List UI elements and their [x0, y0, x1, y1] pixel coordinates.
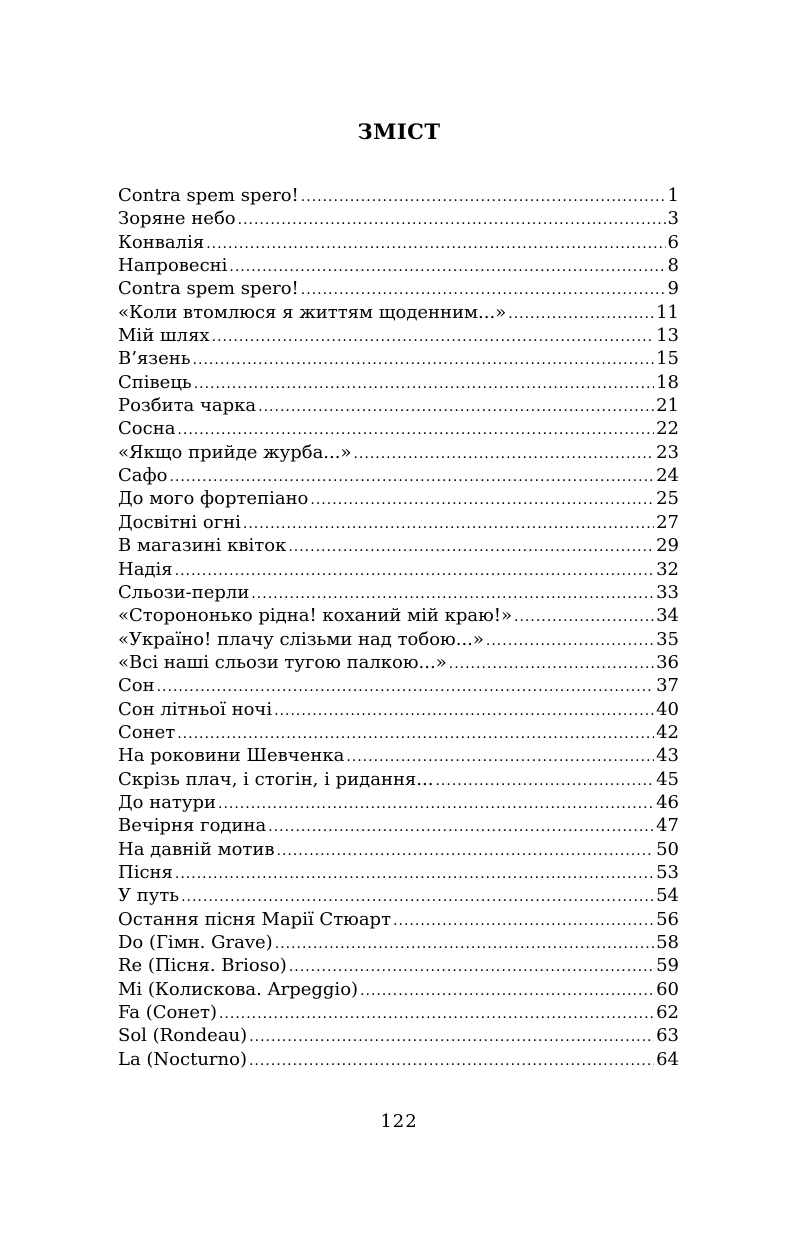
toc-entry-title: Розбита чарка: [118, 395, 257, 417]
toc-entry-title: На роковини Шевченка: [118, 745, 345, 767]
toc-entry-page: 35: [656, 628, 679, 650]
toc-entry-page: 54: [656, 885, 679, 907]
toc-leader-dots: [275, 933, 654, 956]
toc-entry: [118, 884, 679, 907]
toc-leader-dots: [249, 1026, 654, 1049]
toc-entry: [118, 207, 679, 230]
toc-leader-dots: [274, 700, 654, 723]
toc-entry: [118, 1024, 679, 1047]
toc-entry-page: 45: [656, 768, 679, 790]
toc-leader-dots: [181, 886, 654, 909]
toc-entry: [118, 814, 679, 837]
toc-entry-title: «Сторононько рідна! коханий мій краю!»: [118, 605, 513, 627]
toc-entry-title: Досвітні огні: [118, 511, 241, 533]
toc-leader-dots: [288, 536, 654, 559]
toc-entry: [118, 371, 679, 394]
toc-leader-dots: [310, 489, 654, 512]
toc-entry: [118, 744, 679, 767]
toc-leader-dots: [486, 630, 654, 653]
toc-leader-dots: [193, 349, 655, 372]
toc-entry: [118, 417, 679, 440]
toc-entry: [118, 184, 679, 207]
toc-leader-dots: [229, 256, 665, 279]
toc-leader-dots: [177, 419, 654, 442]
toc-entry-title: Сльози-перли: [118, 581, 250, 603]
toc-entry-title: Мій шлях: [118, 325, 210, 347]
toc-entry: [118, 347, 679, 370]
toc-entry-page: 63: [656, 1025, 679, 1047]
toc-entry-page: 1: [667, 185, 679, 206]
toc-leader-dots: [449, 653, 654, 676]
toc-entry-title: Сонет: [118, 721, 176, 743]
toc-entry-page: 36: [656, 651, 679, 673]
toc-entry: [118, 791, 679, 814]
toc-leader-dots: [435, 770, 654, 793]
toc-entry-page: 29: [656, 535, 679, 557]
toc-entry: [118, 651, 679, 674]
toc-leader-dots: [346, 746, 654, 769]
toc-entry: [118, 698, 679, 721]
toc-entry-page: 46: [656, 791, 679, 813]
toc-entry-page: 9: [667, 278, 679, 300]
toc-entry: [118, 277, 679, 300]
toc-entry-page: 64: [656, 1048, 679, 1070]
toc-entry-page: 24: [656, 465, 679, 487]
toc-entry-page: 18: [656, 371, 679, 393]
toc-entry: [118, 511, 679, 534]
toc-entry-page: 34: [656, 605, 679, 627]
toc-entry: [118, 978, 679, 1001]
toc-entry-title: Сафо: [118, 465, 168, 487]
toc-entry: [118, 301, 679, 324]
toc-entry-title: Надія: [118, 558, 173, 580]
toc-entry-page: 33: [656, 581, 679, 603]
toc-leader-dots: [206, 233, 665, 256]
toc-entry: [118, 558, 679, 581]
toc-entry-page: 22: [656, 418, 679, 440]
toc-entry-title: Вечірня година: [118, 815, 267, 837]
toc-entry-title: Остання пісня Марії Стюарт: [118, 908, 392, 930]
toc-entry: [118, 464, 679, 487]
toc-leader-dots: [508, 303, 654, 326]
toc-entry-title: Сон літньої ночі: [118, 698, 273, 720]
toc-leader-dots: [194, 373, 654, 396]
toc-leader-dots: [249, 1050, 654, 1073]
toc-entry-page: 21: [656, 395, 679, 417]
toc-entry-title: Напровесні: [118, 255, 228, 277]
toc-entry-page: 27: [656, 511, 679, 533]
toc-entry-title: «Коли втомлюся я життям щоденним...»: [118, 301, 507, 323]
toc-entry-page: 8: [667, 255, 679, 277]
toc-leader-dots: [393, 910, 654, 933]
toc-entry-title: Fa (Сонет): [118, 1002, 217, 1024]
toc-entry-title: Конвалія: [118, 231, 205, 253]
toc-leader-dots: [251, 583, 654, 606]
toc-leader-dots: [219, 1003, 654, 1026]
toc-entry-title: Скрізь плач, і стогін, і ридання...: [118, 768, 434, 790]
toc-entry: [118, 768, 679, 791]
toc-entry-page: 58: [656, 932, 679, 953]
toc-entry-title: Сон: [118, 675, 155, 697]
toc-leader-dots: [169, 466, 654, 489]
toc-leader-dots: [218, 793, 654, 816]
toc-entry: [118, 931, 679, 954]
toc-entry: [118, 441, 679, 464]
toc-entry-title: Contra spem spero!: [118, 278, 299, 300]
toc-entry-page: 37: [656, 675, 679, 697]
toc-entry-title: Mi (Колискова. Arpeggio): [118, 978, 359, 1000]
toc-entry-page: 56: [656, 908, 679, 930]
toc-leader-dots: [157, 676, 654, 699]
toc-entry-title: Do (Гімн. Grave): [118, 932, 273, 953]
toc-entry-title: Зоряне небо: [118, 208, 236, 230]
toc-leader-dots: [268, 816, 654, 839]
toc-entry: [118, 674, 679, 697]
page-number: 122: [380, 1111, 418, 1132]
toc-entry-title: Сосна: [118, 418, 176, 440]
toc-leader-dots: [175, 560, 654, 583]
toc-leader-dots: [360, 980, 654, 1003]
toc-leader-dots: [301, 186, 666, 209]
toc-entry-page: 43: [656, 745, 679, 767]
toc-leader-dots: [514, 606, 654, 629]
toc-entry-page: 32: [656, 558, 679, 580]
toc-entry: [118, 394, 679, 417]
toc-entry-title: У путь: [118, 885, 180, 907]
toc-leader-dots: [353, 443, 654, 466]
toc-entry-page: 13: [656, 325, 679, 347]
toc-leader-dots: [289, 956, 654, 979]
toc-entry-title: До мого фортепіано: [118, 488, 309, 510]
toc-entry-title: Contra spem spero!: [118, 185, 299, 206]
toc-entry: [118, 954, 679, 977]
toc-leader-dots: [212, 326, 655, 349]
toc-entry-title: La (Nocturno): [118, 1048, 247, 1070]
toc-entry-title: Пісня: [118, 861, 173, 883]
toc-leader-dots: [277, 840, 655, 863]
toc-entry-page: 25: [656, 488, 679, 510]
toc-entry-page: 23: [656, 441, 679, 463]
toc-entry-title: На давній мотив: [118, 838, 275, 860]
toc-leader-dots: [238, 209, 666, 232]
toc-entry: [118, 838, 679, 861]
toc-entry: [118, 1048, 679, 1071]
toc-entry-page: 53: [656, 861, 679, 883]
toc-entry: [118, 604, 679, 627]
toc-entry: [118, 534, 679, 557]
toc-leader-dots: [177, 723, 654, 746]
toc-entry-title: Sol (Rondeau): [118, 1025, 248, 1047]
toc-entry: [118, 721, 679, 744]
toc-entry-page: 11: [656, 301, 679, 323]
toc-entry: [118, 324, 679, 347]
toc-entry-title: Re (Пісня. Brioso): [118, 955, 287, 977]
toc-entry-page: 47: [656, 815, 679, 837]
toc-entry-title: Співець: [118, 371, 192, 393]
toc-entry: [118, 487, 679, 510]
toc-entry-page: 40: [656, 698, 679, 720]
toc-entry-title: В’язень: [118, 348, 191, 370]
toc-entry: [118, 581, 679, 604]
toc-entry-title: До натури: [118, 791, 216, 813]
toc-entry: [118, 254, 679, 277]
toc-leader-dots: [258, 396, 654, 419]
toc-entry-title: «Всі наші сльози тугою палкою...»: [118, 651, 447, 673]
page-title: ЗМІСТ: [357, 119, 441, 144]
toc-entry: [118, 861, 679, 884]
toc-entry-page: 50: [656, 838, 679, 860]
toc-entry-page: 42: [656, 721, 679, 743]
toc-entry-page: 62: [656, 1002, 679, 1024]
toc-entry-page: 3: [667, 208, 679, 230]
toc-entry-title: В магазині квіток: [118, 535, 287, 557]
toc-entry: [118, 628, 679, 651]
toc-entry-page: 15: [656, 348, 679, 370]
toc-leader-dots: [301, 279, 666, 302]
toc-entry-page: 6: [667, 231, 679, 253]
toc-entry-page: 59: [656, 955, 679, 977]
table-of-contents: [118, 184, 679, 1071]
toc-entry-title: «Якщо прийде журба...»: [118, 441, 352, 463]
toc-entry: [118, 908, 679, 931]
toc-leader-dots: [243, 513, 654, 536]
toc-leader-dots: [175, 863, 654, 886]
toc-entry-title: «Україно! плачу слізьми над тобою...»: [118, 628, 484, 650]
toc-entry-page: 60: [656, 978, 679, 1000]
toc-entry: [118, 231, 679, 254]
toc-entry: [118, 1001, 679, 1024]
